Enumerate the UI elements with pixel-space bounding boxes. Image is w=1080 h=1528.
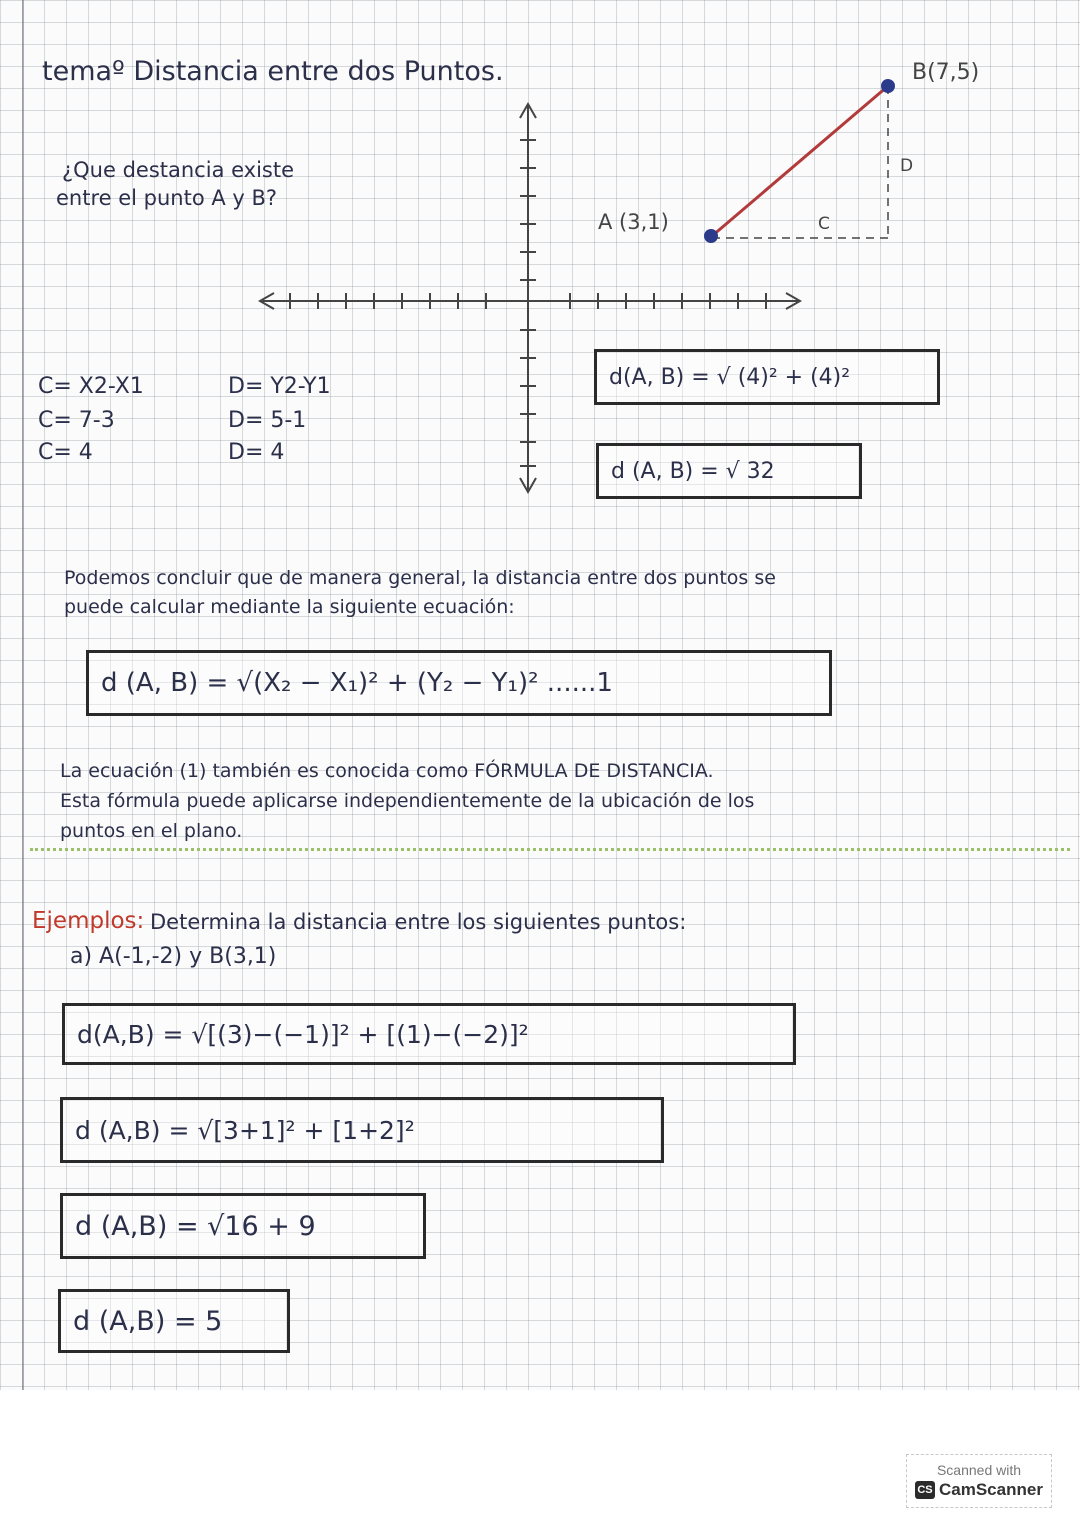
camscanner-watermark xyxy=(906,1454,1052,1508)
formula-note-line-2: Esta fórmula puede aplicarse independientemente de la ubicación de los xyxy=(60,790,755,812)
point-b xyxy=(881,79,895,93)
calc-d-line-2: D= 5-1 xyxy=(228,408,307,433)
result-box-1: d(A, B) = √ (4)² + (4)² xyxy=(594,349,940,405)
result-box-2: d (A, B) = √ 32 xyxy=(596,443,862,499)
question-line-1: ¿Que destancia existe xyxy=(62,158,295,182)
point-a-label: A (3,1) xyxy=(598,210,669,234)
example-step-4: d (A,B) = 5 xyxy=(58,1289,290,1353)
page-title: temaº Distancia entre dos Puntos. xyxy=(42,56,504,87)
calc-c-line-3: C= 4 xyxy=(38,440,93,465)
example-a-points: a) A(-1,-2) y B(3,1) xyxy=(70,944,277,969)
formula-note-line-3: puntos en el plano. xyxy=(60,820,243,842)
example-step-3: d (A,B) = √16 + 9 xyxy=(60,1193,426,1259)
segment-ab xyxy=(712,86,888,236)
formula-note-line-1: La ecuación (1) también es conocida como FÓRMULA DE DISTANCIA. xyxy=(60,760,714,782)
side-c-label: C xyxy=(818,214,830,234)
calc-d-line-1: D= Y2-Y1 xyxy=(228,374,331,399)
examples-instruction: Determina la distancia entre los siguientes puntos: xyxy=(150,910,687,934)
question-line-2: entre el punto A y B? xyxy=(56,186,278,210)
calc-d-line-3: D= 4 xyxy=(228,440,285,465)
distance-formula-box: d (A, B) = √(X₂ − X₁)² + (Y₂ − Y₁)² ......1 xyxy=(86,650,832,716)
camscanner-logo-icon: CS xyxy=(915,1481,935,1499)
side-d-label: D xyxy=(900,156,914,176)
calc-c-line-2: C= 7-3 xyxy=(38,408,115,433)
example-step-1: d(A,B) = √[(3)−(−1)]² + [(1)−(−2)]² xyxy=(62,1003,796,1065)
axes xyxy=(260,104,800,492)
scanned-with-text: Scanned with xyxy=(936,1462,1022,1478)
examples-heading: Ejemplos: xyxy=(32,908,145,934)
example-step-2: d (A,B) = √[3+1]² + [1+2]² xyxy=(60,1097,664,1163)
conclusion-line-1: Podemos concluir que de manera general, la distancia entre dos puntos se xyxy=(64,567,776,589)
conclusion-line-2: puede calcular mediante la siguiente ecuación: xyxy=(64,596,515,618)
point-b-label: B(7,5) xyxy=(912,60,980,85)
camscanner-brand-name: CamScanner xyxy=(939,1480,1043,1499)
calc-c-line-1: C= X2-X1 xyxy=(38,374,144,399)
dotted-divider xyxy=(30,848,1070,851)
point-a xyxy=(704,229,718,243)
